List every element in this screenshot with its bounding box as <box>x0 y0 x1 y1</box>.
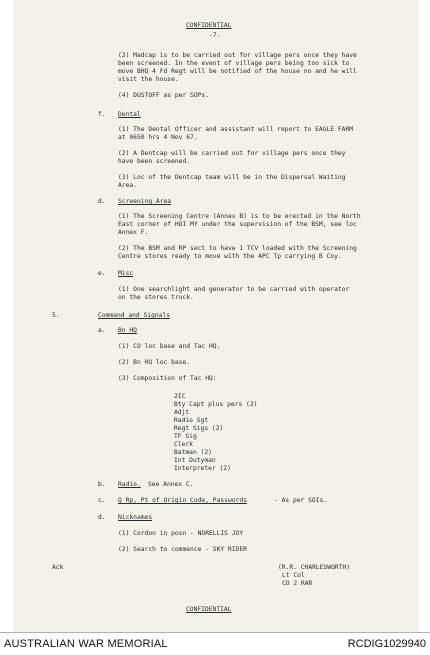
section-5-title: Command and Signals <box>98 312 171 319</box>
tac-hq-item: Adjt <box>174 409 190 416</box>
dental-1-line-1: (1) The Dental Officer and assistant will report to EAGLE FARM <box>118 126 354 133</box>
signature-name: (R.R. CHARLESWORTH) <box>278 564 351 571</box>
page-number: -7- <box>209 32 221 39</box>
tac-hq-item: Clerk <box>174 441 193 448</box>
section-5-number: 5. <box>52 312 60 319</box>
para-f-title: Dental <box>118 111 141 118</box>
para-f-letter: f. <box>98 111 106 118</box>
madcap-line-2: been screened. In the event of village pers being too sick to <box>118 60 350 67</box>
tac-hq-item: Regt Sigs (2) <box>174 425 224 432</box>
para-b-title: Radio. <box>118 481 141 488</box>
classification-header: CONFIDENTIAL <box>186 22 232 29</box>
para-b-text: See Annex C. <box>148 481 194 488</box>
nickname-1: (1) Cordon in posn - NORELLIS JOY <box>118 530 244 537</box>
screening-1-line-2: East corner of HOI MY under the supervision of the BSM, see loc <box>118 221 357 228</box>
screening-2-line-1: (2) The BSM and RP sect to have 1 TCV loaded with the Screening <box>118 245 357 252</box>
signature-unit: CO 2 RAR <box>282 580 313 587</box>
para-c-letter: c. <box>98 497 106 504</box>
screening-2-line-2: Centre stores ready to move with the APC Tp carrying B Coy. <box>118 253 342 260</box>
madcap-line-1: (3) Madcap is to be carried out for village pers once they have <box>118 52 357 59</box>
document-page <box>14 0 418 632</box>
dental-1-line-2: at 0650 hrs 4 Nov 67. <box>118 134 198 141</box>
tac-hq-item: Radio Sgt <box>174 417 209 424</box>
nickname-2: (2) Search to commence - SKY RIDER <box>118 546 247 553</box>
tac-hq-item: Interpreter (2) <box>174 465 231 472</box>
para-b-letter: b. <box>98 481 106 488</box>
para-e-title: Misc <box>118 270 134 277</box>
signature-rank: Lt Col <box>282 572 305 579</box>
archive-name: AUSTRALIAN WAR MEMORIAL <box>4 638 168 650</box>
misc-1-line-2: on the stores truck. <box>118 294 194 301</box>
dental-3-line-2: Area. <box>118 182 137 189</box>
para-a-letter: a. <box>98 327 106 334</box>
ack-label: Ack <box>52 564 64 571</box>
classification-footer: CONFIDENTIAL <box>186 606 232 613</box>
tac-hq-item: Batman (2) <box>174 449 212 456</box>
bn-hq-2: (2) Bn HQ loc base. <box>118 359 191 366</box>
screening-1-line-3: Annex F. <box>118 229 149 236</box>
bn-hq-1: (1) CO loc base and Tac HQ. <box>118 343 221 350</box>
para-d2-letter: d. <box>98 514 106 521</box>
archive-reference-id: RCDIG1029940 <box>347 638 426 650</box>
archive-footer-bar <box>0 632 430 655</box>
para-a-title: Bn HQ <box>118 327 137 334</box>
madcap-line-4: visit the house. <box>118 76 179 83</box>
para-d2-title: Nicknames <box>118 514 153 521</box>
tac-hq-item: TF Sig <box>174 433 197 440</box>
tac-hq-item: 2IC <box>174 393 186 400</box>
dustoff-line: (4) DUSTOFF as per SOPs. <box>118 92 209 99</box>
dental-2-line-1: (2) A Dentcap will be carried out for village pers once they <box>118 150 346 157</box>
dental-2-line-2: have been screened. <box>118 158 191 165</box>
tac-hq-item: Bty Capt plus pers (2) <box>174 401 258 408</box>
para-d-title: Screening Area <box>118 198 172 205</box>
screening-1-line-1: (1) The Screening Centre (Annex B) is to be erected in the North <box>118 213 361 220</box>
para-d-letter: d. <box>98 198 106 205</box>
para-c-text: - As per SOIs. <box>274 497 328 504</box>
misc-1-line-1: (1) One searchlight and generator to be carried with operator <box>118 286 350 293</box>
para-e-letter: e. <box>98 270 106 277</box>
bn-hq-3: (3) Composition of Tac HQ: <box>118 375 217 382</box>
madcap-line-3: move BHQ 4 Fd Regt will be notified of the house no and he will <box>118 68 357 75</box>
para-c-title: Q Rp, Pt of Origin Code, Passwords <box>118 497 247 504</box>
tac-hq-item: Int Dutyman <box>174 457 216 464</box>
dental-3-line-1: (3) Loc of the Dentcap team will be in the Dispersal Waiting <box>118 174 346 181</box>
